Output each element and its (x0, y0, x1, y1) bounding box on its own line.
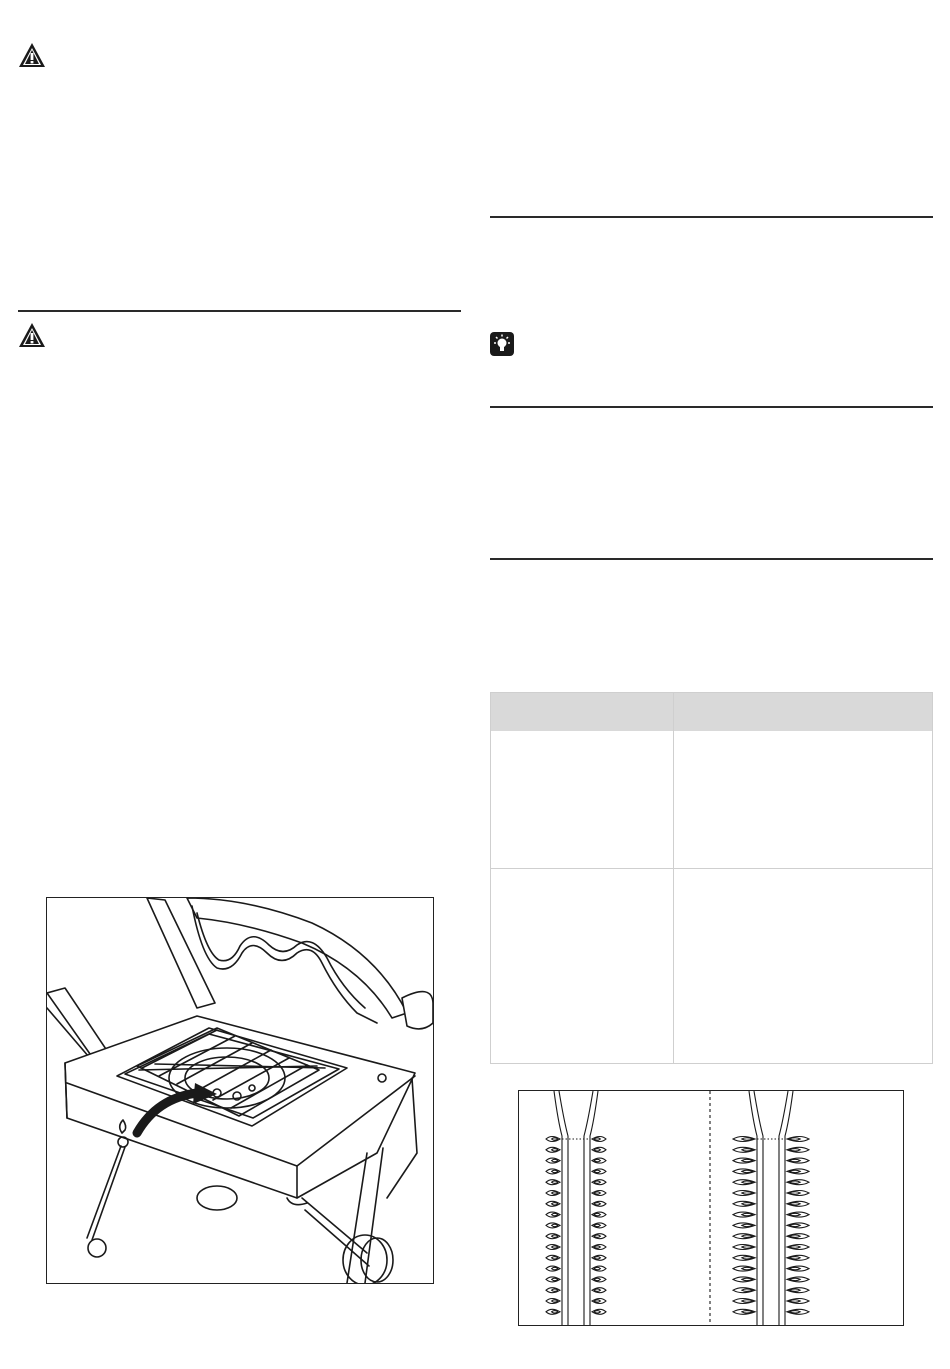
flame-inner-cone (552, 1246, 558, 1249)
flame-inner-cone (789, 1203, 800, 1206)
flame-inner-cone (789, 1311, 800, 1314)
flame-inner-cone (789, 1257, 800, 1260)
flame-inner-cone (789, 1149, 800, 1152)
grill-match-lighting-illustration (46, 897, 434, 1284)
flame-inner-cone (742, 1181, 753, 1184)
table-column-divider (673, 693, 674, 1063)
flame-inner-cone (789, 1278, 800, 1281)
flame-inner-cone (742, 1138, 753, 1141)
flame-inner-cone (594, 1192, 600, 1195)
flame-inner-cone (742, 1192, 753, 1195)
flame-inner-cone (742, 1149, 753, 1152)
flame-inner-cone (789, 1246, 800, 1249)
flame-inner-cone (594, 1181, 600, 1184)
flame-inner-cone (789, 1181, 800, 1184)
flame-inner-cone (594, 1138, 600, 1141)
flame-inner-cone (594, 1246, 600, 1249)
flame-inner-cone (552, 1300, 558, 1303)
flame-inner-cone (552, 1235, 558, 1238)
flame-inner-cone (594, 1311, 600, 1314)
flame-inner-cone (594, 1257, 600, 1260)
flame-inner-cone (594, 1159, 600, 1162)
flame-inner-cone (742, 1267, 753, 1270)
lightbulb-tip-icon (490, 332, 514, 356)
flame-inner-cone (594, 1149, 600, 1152)
section-divider (490, 216, 933, 218)
flame-inner-cone (742, 1213, 753, 1216)
flame-inner-cone (552, 1203, 558, 1206)
flame-inner-cone (552, 1267, 558, 1270)
flame-inner-cone (552, 1138, 558, 1141)
flame-inner-cone (594, 1203, 600, 1206)
flame-inner-cone (742, 1235, 753, 1238)
flame-inner-cone (594, 1267, 600, 1270)
flame-inner-cone (552, 1149, 558, 1152)
flame-inner-cone (789, 1267, 800, 1270)
flame-inner-cone (594, 1224, 600, 1227)
flame-inner-cone (594, 1213, 600, 1216)
flame-inner-cone (594, 1300, 600, 1303)
flame-inner-cone (552, 1311, 558, 1314)
flame-inner-cone (742, 1289, 753, 1292)
flame-inner-cone (552, 1224, 558, 1227)
table-row-divider (491, 868, 932, 869)
flame-inner-cone (742, 1224, 753, 1227)
flame-inner-cone (742, 1246, 753, 1249)
flame-inner-cone (742, 1170, 753, 1173)
flame-inner-cone (552, 1289, 558, 1292)
flame-inner-cone (594, 1278, 600, 1281)
flame-inner-cone (552, 1257, 558, 1260)
flame-inner-cone (789, 1170, 800, 1173)
section-divider (18, 310, 461, 312)
flame-inner-cone (552, 1278, 558, 1281)
flame-inner-cone (742, 1278, 753, 1281)
flame-inner-cone (552, 1181, 558, 1184)
flame-inner-cone (789, 1192, 800, 1195)
flame-inner-cone (552, 1213, 558, 1216)
troubleshooting-table (490, 692, 933, 1064)
flame-inner-cone (552, 1192, 558, 1195)
table-header-row (491, 693, 932, 731)
flame-inner-cone (789, 1159, 800, 1162)
warning-triangle-icon (18, 42, 46, 68)
flame-inner-cone (742, 1311, 753, 1314)
flame-inner-cone (742, 1257, 753, 1260)
flame-inner-cone (742, 1300, 753, 1303)
flame-inner-cone (789, 1235, 800, 1238)
flame-inner-cone (789, 1289, 800, 1292)
flame-inner-cone (552, 1159, 558, 1162)
flame-inner-cone (789, 1224, 800, 1227)
flame-inner-cone (789, 1138, 800, 1141)
flame-inner-cone (552, 1170, 558, 1173)
flame-inner-cone (742, 1159, 753, 1162)
flame-inner-cone (594, 1170, 600, 1173)
section-divider (490, 558, 933, 560)
flame-inner-cone (789, 1213, 800, 1216)
flame-inner-cone (789, 1300, 800, 1303)
flame-inner-cone (742, 1203, 753, 1206)
section-divider (490, 406, 933, 408)
flame-inner-cone (594, 1289, 600, 1292)
burner-flame-pattern-illustration (518, 1090, 904, 1326)
flame-inner-cone (594, 1235, 600, 1238)
warning-triangle-icon (18, 322, 46, 348)
